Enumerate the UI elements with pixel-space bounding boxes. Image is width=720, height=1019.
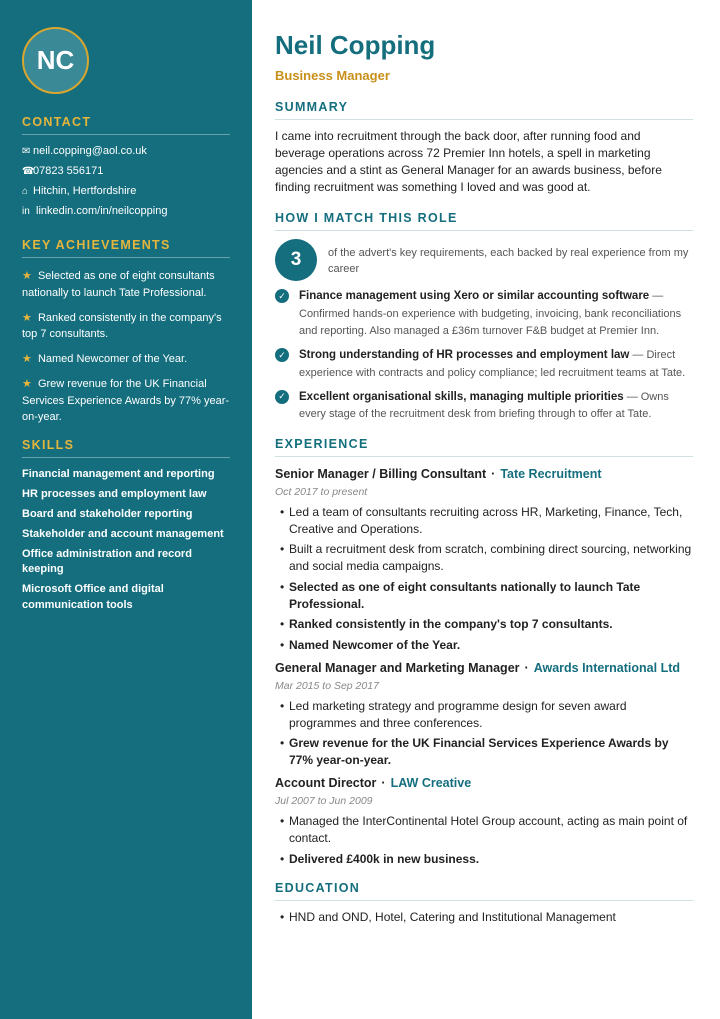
match-item [275, 288, 693, 341]
candidate-title: Business Manager [275, 68, 390, 83]
bullet-item: • Named Newcomer of the Year. [280, 637, 461, 652]
contact-email[interactable] [22, 145, 230, 158]
bullet-text: Grew revenue for the UK Financial Services Experience Awards by 77% year-on-year. [289, 736, 669, 767]
skill-item: Board and stakeholder reporting [22, 507, 193, 520]
job-bullets [275, 504, 693, 654]
job-role: Senior Manager / Billing Consultant [275, 466, 487, 481]
contact-heading: CONTACT [22, 115, 230, 135]
job-separator: · [491, 466, 496, 481]
home-icon: ⌂ [22, 186, 29, 197]
job-dates: Jul 2007 to Jun 2009 [275, 795, 373, 807]
phone-icon: ☎ [22, 166, 35, 177]
bullet-text: Delivered £400k in new business. [289, 851, 480, 866]
skill-item: Stakeholder and account management [22, 527, 224, 540]
skill-item: Microsoft Office and digital communication tools [22, 583, 164, 611]
match-item [275, 389, 693, 424]
job-title-line [275, 466, 693, 482]
job-bullets [275, 698, 693, 770]
job-bullets [275, 813, 693, 868]
contact-email-text: neil.copping@aol.co.uk [33, 145, 147, 157]
skill-item: Office administration and record keeping [22, 547, 192, 575]
skill-item: Financial management and reporting [22, 467, 215, 480]
achievement-text: Ranked consistently in the company's top 7 consultants. [22, 311, 222, 340]
match-body [299, 288, 693, 341]
experience-heading: EXPERIENCE [275, 437, 693, 457]
bullet-item: • Managed the InterContinental Hotel Group account, acting as main point of contact. [275, 813, 693, 847]
bullet-text: Led a team of consultants recruiting across HR, Marketing, Finance, Tech, Creative and Operations. [289, 504, 683, 536]
summary-text: I came into recruitment through the back door, after running food and beverage operations across 72 Premier Inn hotels, a spell in marketing agencies and a stint as General Manager for an awards business, before finding recruitment was something I loved and was good at. [275, 129, 662, 194]
achievement-text: Named Newcomer of the Year. [37, 353, 188, 365]
summary-heading: SUMMARY [275, 100, 693, 120]
match-requirement: Finance management using Xero or similar accounting software [299, 290, 650, 302]
match-requirement: Strong understanding of HR processes and employment law [299, 349, 630, 361]
match-body [299, 389, 693, 424]
check-icon: ✓ [275, 348, 289, 362]
bullet-item: • Led a team of consultants recruiting across HR, Marketing, Finance, Tech, Creative and Operations. [275, 504, 693, 538]
contact-location [22, 185, 230, 198]
bullet-item: • Grew revenue for the UK Financial Services Experience Awards by 77% year-on-year. [275, 735, 693, 769]
job-company: Tate Recruitment [500, 466, 602, 481]
job-dates: Mar 2015 to Sep 2017 [275, 679, 379, 692]
match-count-badge: 3 [275, 239, 317, 281]
match-detail: — Owns every stage of the recruitment desk from briefing through to offer at Tate. [299, 390, 669, 420]
contact-phone-text: 07823 556171 [33, 165, 104, 177]
match-intro [275, 239, 693, 281]
contact-linkedin[interactable] [22, 205, 230, 218]
bullet-item: • Delivered £400k in new business. [280, 851, 480, 866]
sidebar [0, 0, 252, 1019]
achievement-item [22, 310, 230, 343]
education-list [275, 909, 693, 926]
envelope-icon: ✉ [22, 146, 31, 157]
bullet-text: Ranked consistently in the company's top 7 consultants. [289, 617, 613, 631]
match-requirement: Excellent organisational skills, managing multiple priorities [299, 390, 624, 403]
star-icon: ★ [22, 270, 32, 282]
match-detail: — Direct experience with contracts and policy compliance; led recruitment teams at Tate. [299, 349, 686, 379]
bullet-text: Selected as one of eight consultants nationally to launch Tate Professional. [289, 579, 641, 611]
contact-location-text: Hitchin, Hertfordshire [33, 185, 137, 197]
bullet-text: Managed the InterContinental Hotel Group account, acting as main point of contact. [289, 814, 688, 845]
star-icon: ★ [22, 353, 32, 365]
bullet-text: Named Newcomer of the Year. [289, 637, 461, 652]
education-item: • HND and OND, Hotel, Catering and Institutional Management [280, 909, 616, 924]
avatar-monogram: NC [22, 27, 89, 94]
match-heading: HOW I MATCH THIS ROLE [275, 211, 693, 231]
job-role: Account Director [275, 776, 377, 790]
achievement-text: Grew revenue for the UK Financial Services Experience Awards by 77% year-on-year. [22, 378, 230, 423]
job-separator: · [381, 776, 386, 790]
skill-item: HR processes and employment law [22, 487, 207, 500]
job-entry [275, 660, 693, 770]
job-entry [275, 775, 693, 868]
job-role: General Manager and Marketing Manager [275, 660, 520, 675]
achievement-text: Selected as one of eight consultants nationally to launch Tate Professional. [22, 270, 215, 299]
candidate-name: Neil Copping [275, 30, 436, 60]
contact-phone[interactable] [22, 165, 230, 178]
bullet-item: • Ranked consistently in the company's top 7 consultants. [280, 617, 613, 631]
match-intro-text: of the advert's key requirements, each backed by real experience from my career [328, 247, 689, 275]
education-text: HND and OND, Hotel, Catering and Institutional Management [289, 909, 616, 924]
achievement-item [22, 351, 230, 368]
job-title-line [275, 775, 693, 791]
linkedin-icon: in [22, 206, 30, 217]
job-company: LAW Creative [390, 776, 472, 790]
bullet-text: Led marketing strategy and programme design for seven award programmes and three conferences. [289, 698, 627, 730]
match-list [275, 288, 693, 424]
bullet-item: • Led marketing strategy and programme design for seven award programmes and three conferences. [275, 698, 693, 732]
skills-list [22, 467, 230, 614]
skills-heading: SKILLS [22, 438, 230, 458]
star-icon: ★ [22, 311, 32, 324]
job-title-line [275, 660, 693, 676]
match-item [275, 347, 693, 382]
star-icon: ★ [22, 378, 32, 390]
achievements-heading: KEY ACHIEVEMENTS [22, 238, 230, 258]
main-content [252, 0, 720, 1019]
contact-list [22, 145, 230, 218]
job-entry [275, 466, 693, 654]
job-dates: Oct 2017 to present [275, 485, 368, 498]
check-icon: ✓ [275, 289, 289, 303]
match-body [299, 347, 693, 382]
education-heading: EDUCATION [275, 881, 693, 901]
match-detail: — Confirmed hands-on experience with budgeting, invoicing, bank reconciliations and reporting. Also managed a £36m turnover F&B budget at Premier Inn. [299, 290, 682, 337]
contact-linkedin-text: linkedin.com/in/neilcopping [36, 205, 168, 217]
achievements-list [22, 268, 230, 426]
job-company: Awards International Ltd [533, 660, 681, 675]
bullet-item: • Built a recruitment desk from scratch, combining direct sourcing, networking and social media campaigns. [280, 542, 692, 573]
job-separator: · [524, 660, 529, 675]
check-icon: ✓ [275, 390, 289, 404]
bullet-text: Built a recruitment desk from scratch, combining direct sourcing, networking and social media campaigns. [289, 542, 692, 573]
bullet-item: • Selected as one of eight consultants nationally to launch Tate Professional. [275, 579, 693, 613]
achievement-item [22, 268, 230, 301]
achievement-item [22, 376, 230, 426]
